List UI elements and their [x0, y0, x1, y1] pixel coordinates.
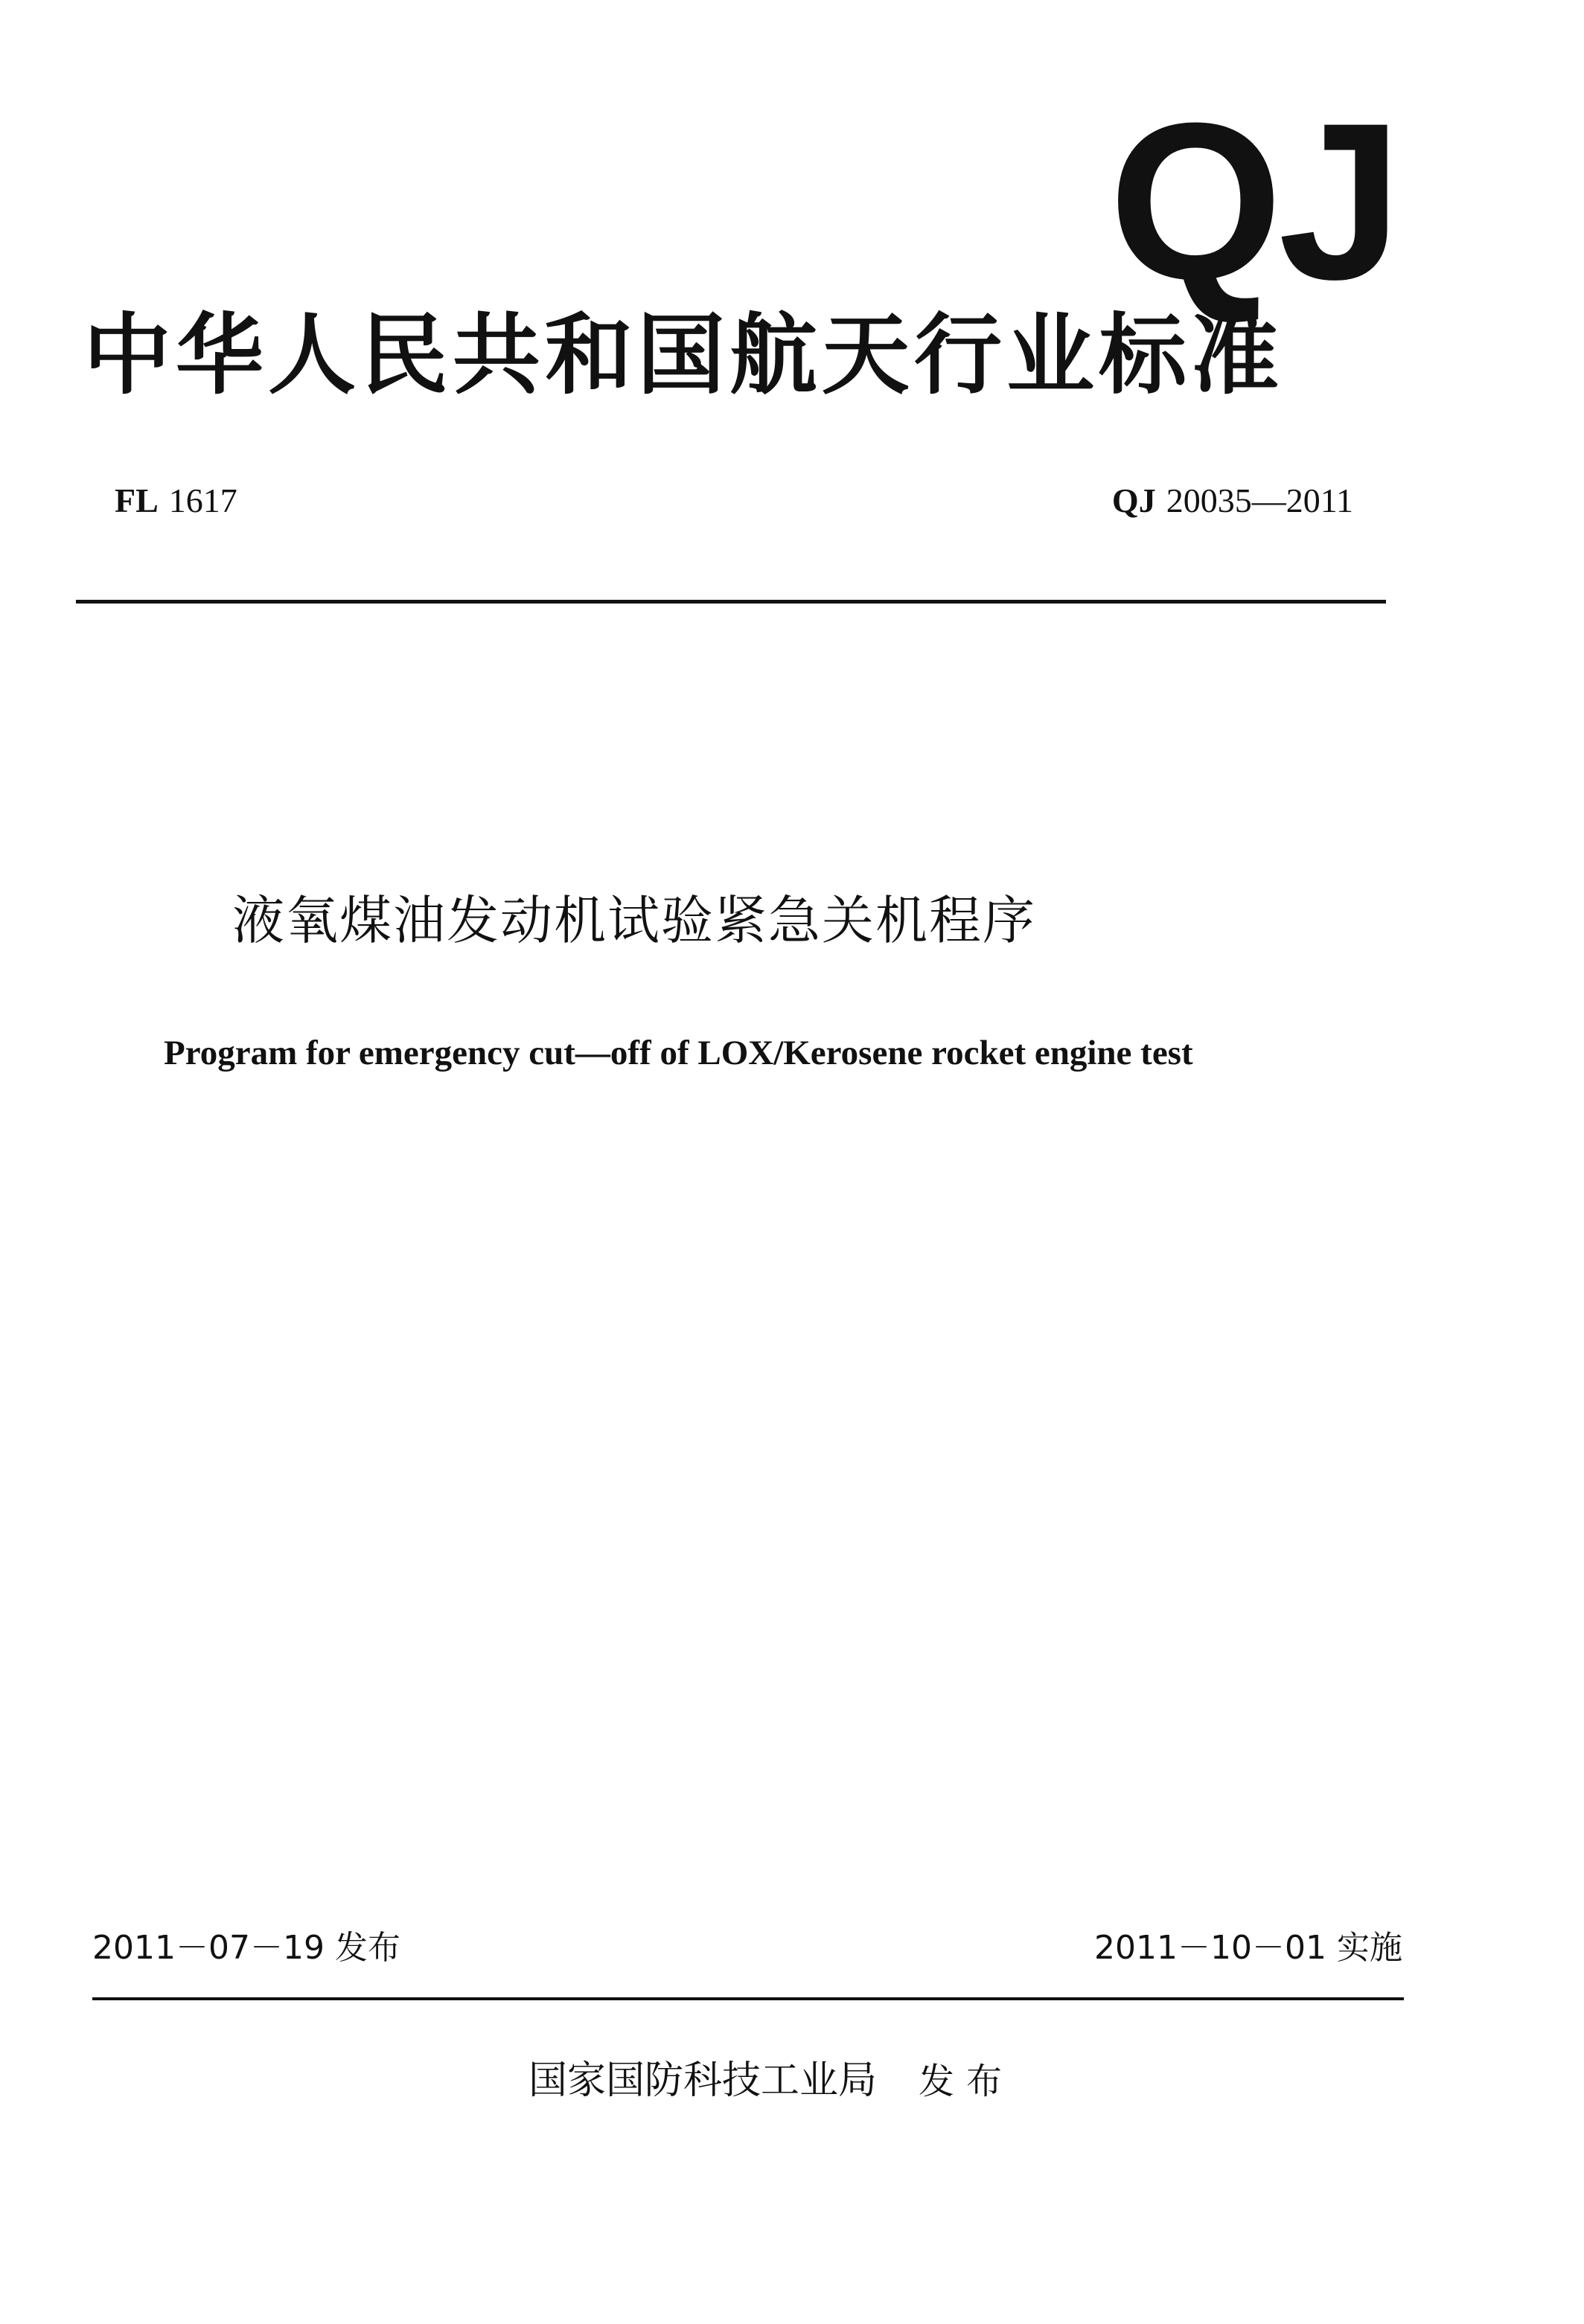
standard-title: 中华人民共和国航天行业标准 — [83, 304, 1284, 406]
effective-date-value: 2011－10－01 — [1094, 1929, 1326, 1967]
issue-date-value: 2011－07－19 — [92, 1929, 325, 1967]
issue-date — [92, 1929, 400, 1967]
bottom-divider — [92, 1997, 1404, 2000]
effective-date — [1094, 1929, 1402, 1967]
effective-date-label: 实施 — [1337, 1929, 1402, 1967]
standard-number — [1111, 481, 1353, 519]
issuer-name: 国家国防科技工业局 — [528, 2058, 878, 2103]
qj-logo: QJ — [1108, 76, 1398, 326]
issuer-action: 发布 — [919, 2061, 1015, 2102]
issue-date-label: 发布 — [334, 1929, 400, 1967]
classification-number: 1617 — [168, 481, 237, 519]
document-title-chinese: 液氧煤油发动机试验紧急关机程序 — [232, 890, 1036, 951]
classification-prefix: FL — [115, 481, 159, 519]
issuer-line — [528, 2058, 1015, 2103]
standard-number-value: 20035—2011 — [1166, 481, 1353, 519]
classification-code — [115, 481, 237, 519]
top-divider — [76, 600, 1386, 604]
standard-prefix: QJ — [1111, 481, 1156, 519]
document-title-english: Program for emergency cut—off of LOX/Kerosene rocket engine test — [164, 1034, 1193, 1072]
